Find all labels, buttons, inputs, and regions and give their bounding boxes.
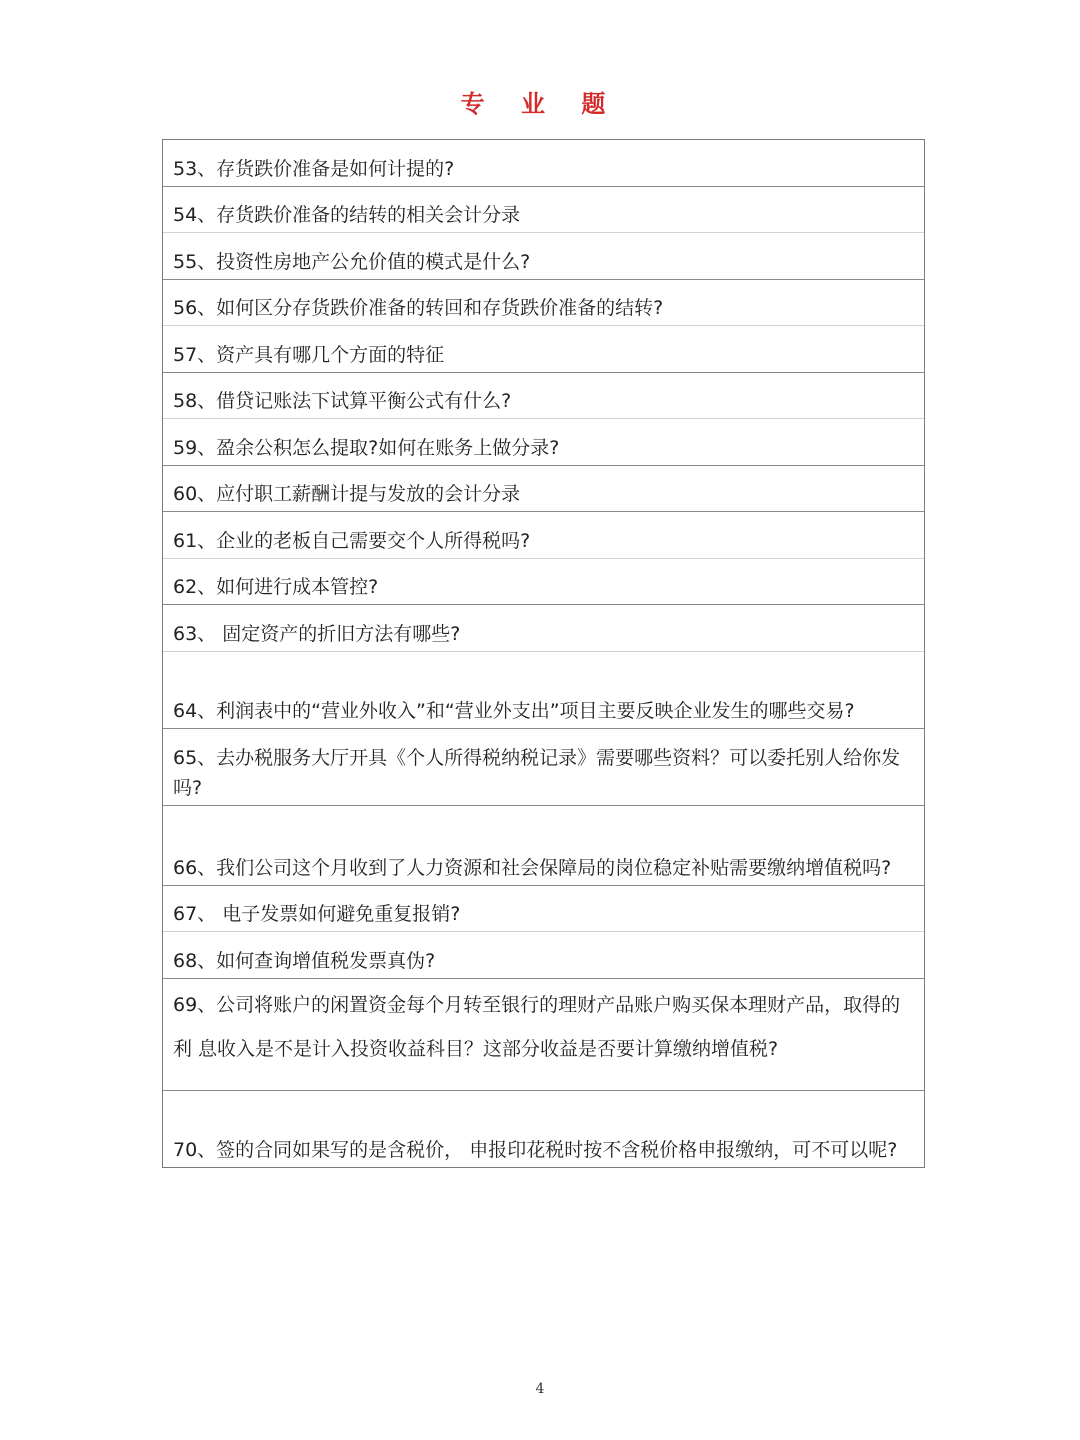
question-text: 54、存货跌价准备的结转的相关会计分录 [173, 204, 521, 226]
question-text: 66、我们公司这个月收到了人力资源和社会保障局的岗位稳定补贴需要缴纳增值税吗? [173, 856, 892, 879]
question-text: 58、借贷记账法下试算平衡公式有什么? [173, 390, 512, 412]
page-title: 专 业 题 [460, 90, 620, 118]
table-row [163, 140, 924, 187]
question-text: 57、资产具有哪几个方面的特征 [173, 343, 445, 366]
table-row [163, 187, 924, 234]
table-row [163, 326, 924, 373]
question-text: 68、如何查询增值税发票真伪? [173, 949, 436, 972]
question-text: 59、盈余公积怎么提取?如何在账务上做分录? [173, 436, 560, 459]
table-row [163, 373, 924, 420]
table-row [163, 806, 924, 886]
question-text: 63、 固定资产的折旧方法有哪些? [173, 622, 461, 645]
table-row [163, 466, 924, 513]
question-text: 55、投资性房地产公允价值的模式是什么? [173, 250, 531, 273]
table-row [163, 419, 924, 466]
table-row [163, 605, 924, 652]
table-row [163, 729, 924, 806]
question-text: 60、应付职工薪酬计提与发放的会计分录 [173, 483, 521, 505]
table-row [163, 886, 924, 933]
question-text: 62、如何进行成本管控? [173, 576, 379, 598]
question-text: 70、签的合同如果写的是含税价， 申报印花税时按不含税价格申报缴纳，可不可以呢? [173, 1138, 898, 1161]
table-row [163, 512, 924, 559]
table-row [163, 652, 924, 729]
table-row [163, 979, 924, 1091]
table-row [163, 559, 924, 606]
question-text: 67、 电子发票如何避免重复报销? [173, 903, 461, 925]
table-row [163, 932, 924, 979]
table-row [163, 280, 924, 327]
question-text: 56、如何区分存货跌价准备的转回和存货跌价准备的结转? [173, 297, 664, 319]
table-row [163, 1091, 924, 1167]
question-table [162, 139, 925, 1168]
question-text: 53、存货跌价准备是如何计提的? [173, 157, 455, 180]
table-row [163, 233, 924, 280]
page-number: 4 [535, 1381, 545, 1397]
question-text: 69、公司将账户的闲置资金每个月转至银行的理财产品账户购买保本理财产品，取得的利 息收入是不是计入投资收益科目？这部分收益是否要计算缴纳增值税? [173, 993, 901, 1060]
question-text: 64、利润表中的“营业外收入”和“营业外支出”项目主要反映企业发生的哪些交易? [173, 699, 855, 722]
question-text: 65、去办税服务大厅开具《个人所得税纳税记录》需要哪些资料？可以委托别人给你发吗? [173, 746, 901, 799]
question-text: 61、企业的老板自己需要交个人所得税吗? [173, 529, 531, 552]
